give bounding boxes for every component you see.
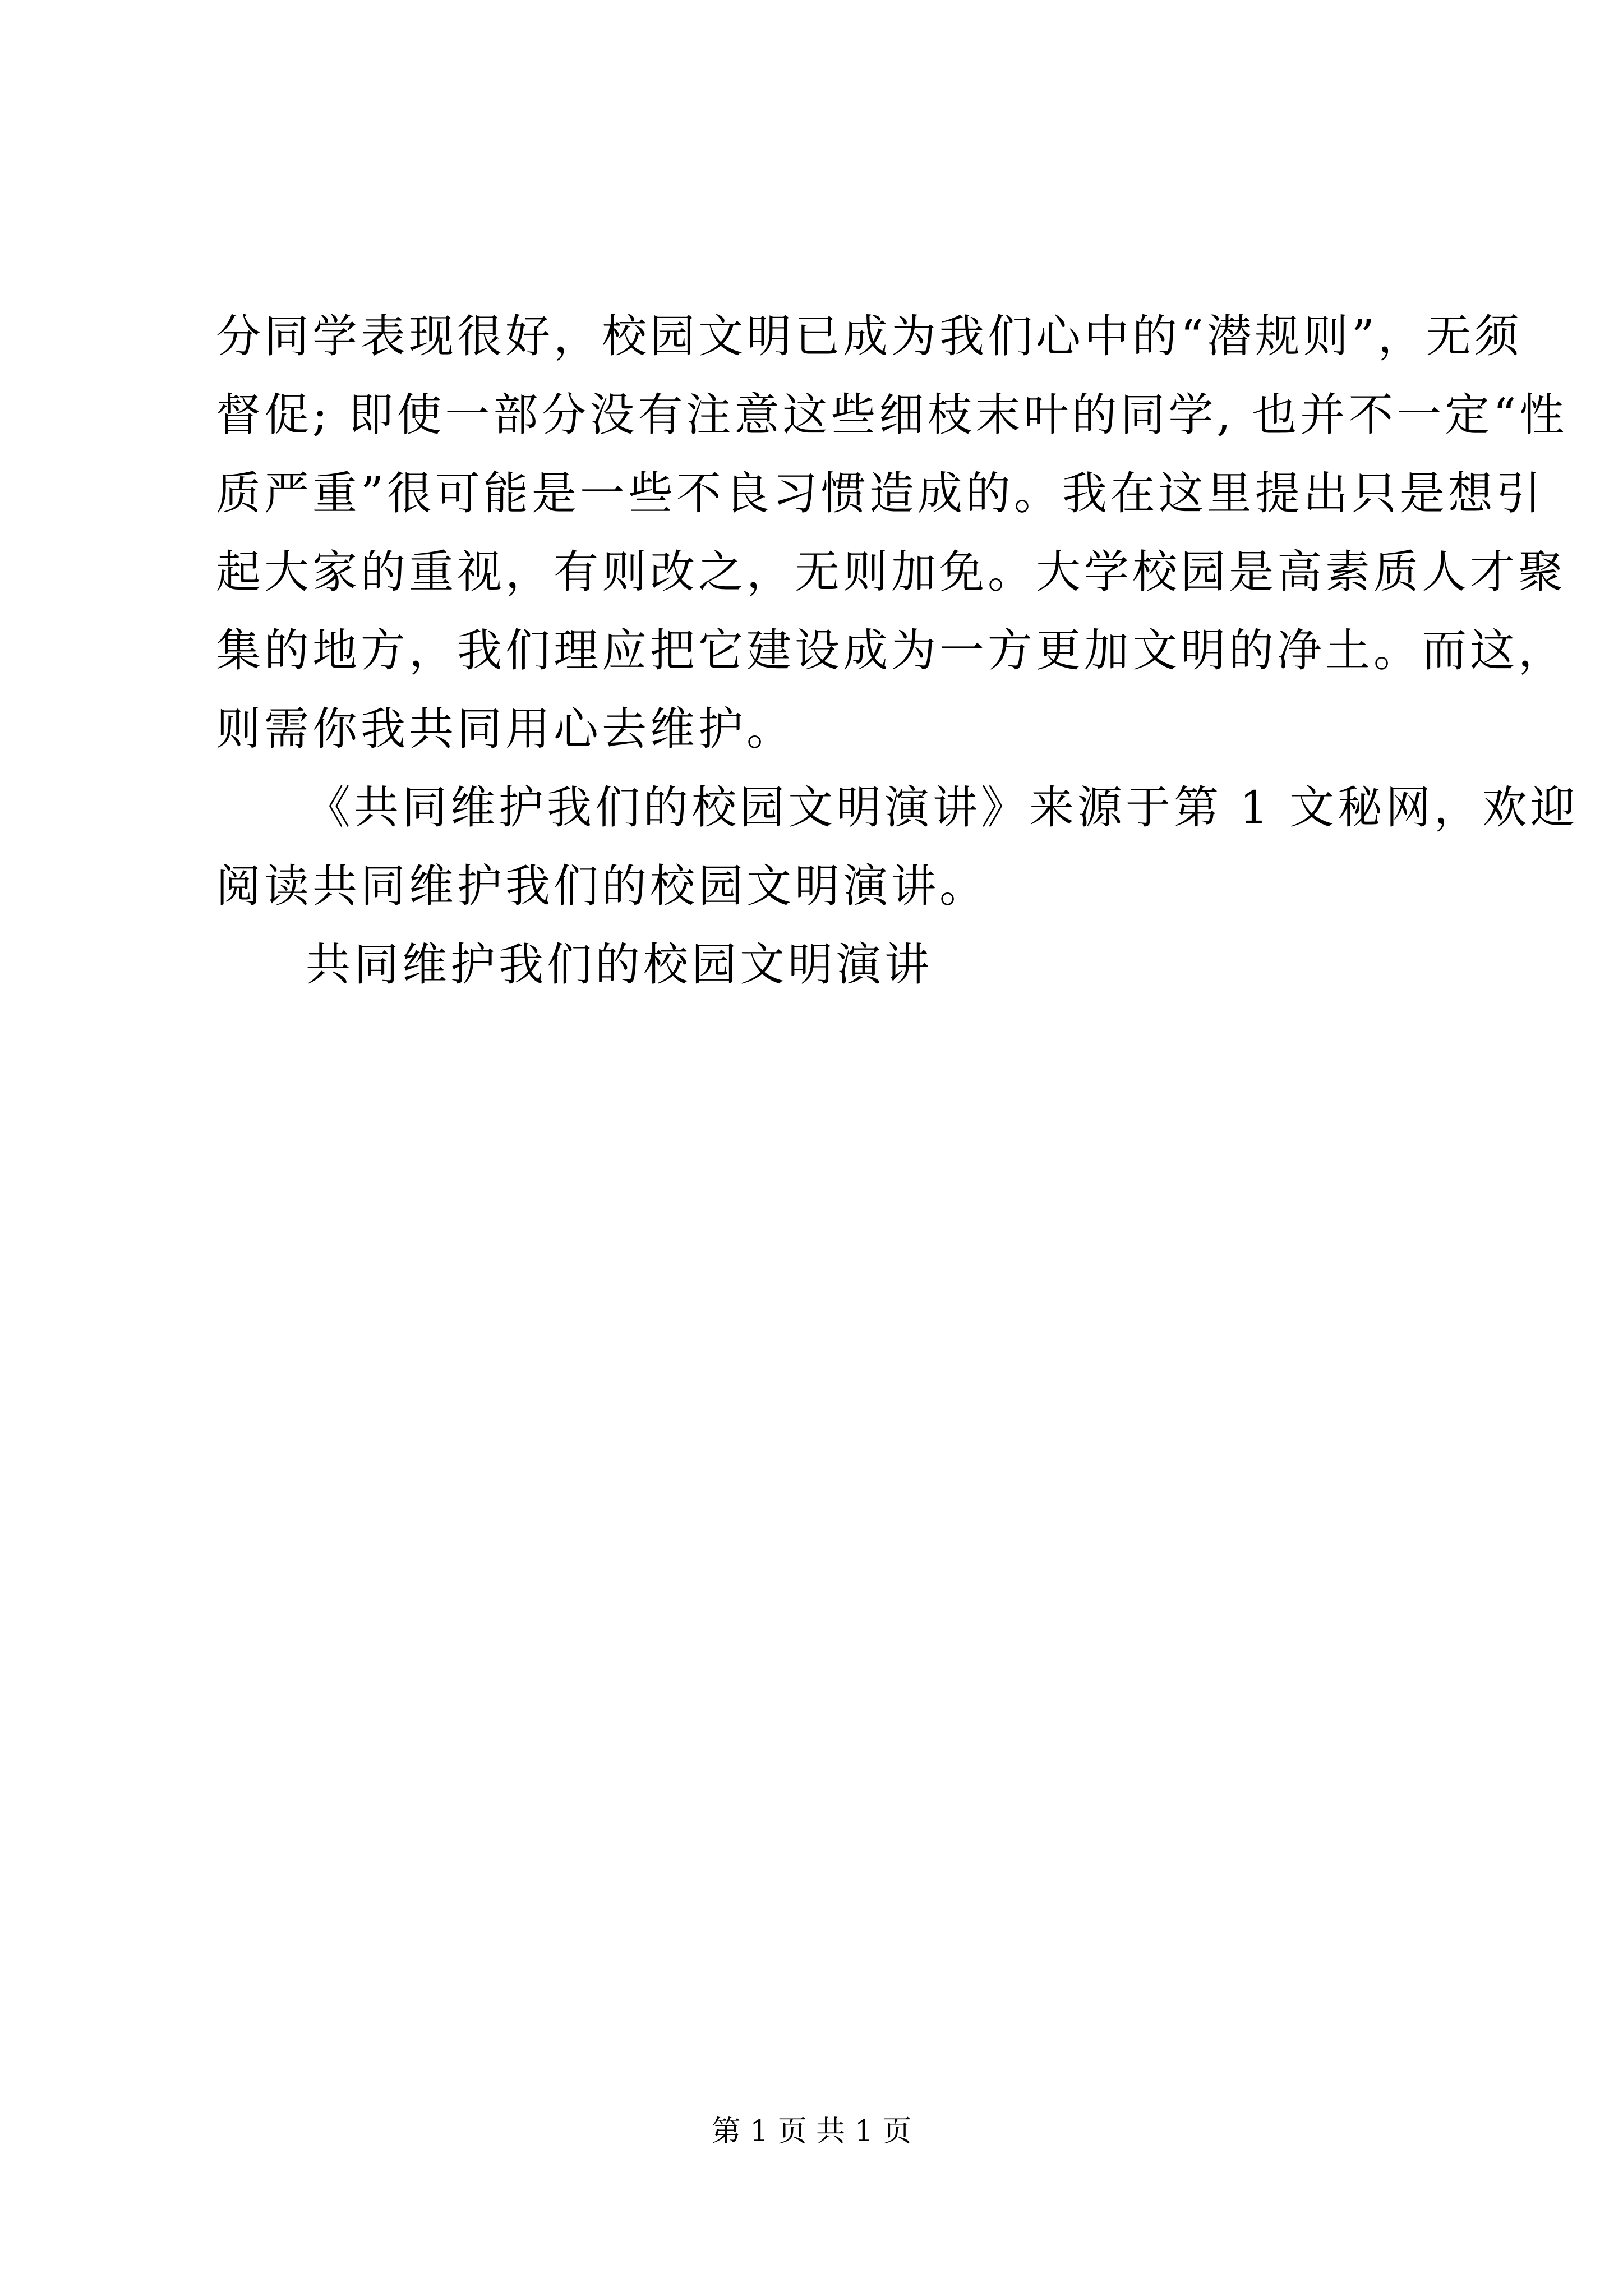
- section-heading: 共同维护我们的校园文明演讲: [306, 938, 933, 991]
- paragraph-line: 则需你我共同用心去维护。: [216, 703, 795, 755]
- paragraph-line: 质严重”很可能是一些不良习惯造成的。我在这里提出只是想引: [216, 467, 1544, 519]
- document-body: [216, 297, 1579, 1004]
- paragraph-line: 《共同维护我们的校园文明演讲》来源于第 1 文秘网，欢迎: [306, 781, 1579, 834]
- paragraph-line: 分同学表现很好，校园文明已成为我们心中的“潜规则”，无须: [216, 310, 1523, 362]
- paragraph-line: 起大家的重视，有则改之，无则加免。大学校园是高素质人才聚: [216, 546, 1566, 598]
- page-footer: 第 1 页 共 1 页: [711, 2115, 912, 2148]
- paragraph-line: 督促; 即使一部分没有注意这些细枝末叶的同学, 也并不一定“性: [216, 389, 1568, 441]
- paragraph-line: 阅读共同维护我们的校园文明演讲。: [216, 860, 988, 912]
- paragraph-line: 集的地方，我们理应把它建设成为一方更加文明的净土。而这，: [216, 624, 1566, 677]
